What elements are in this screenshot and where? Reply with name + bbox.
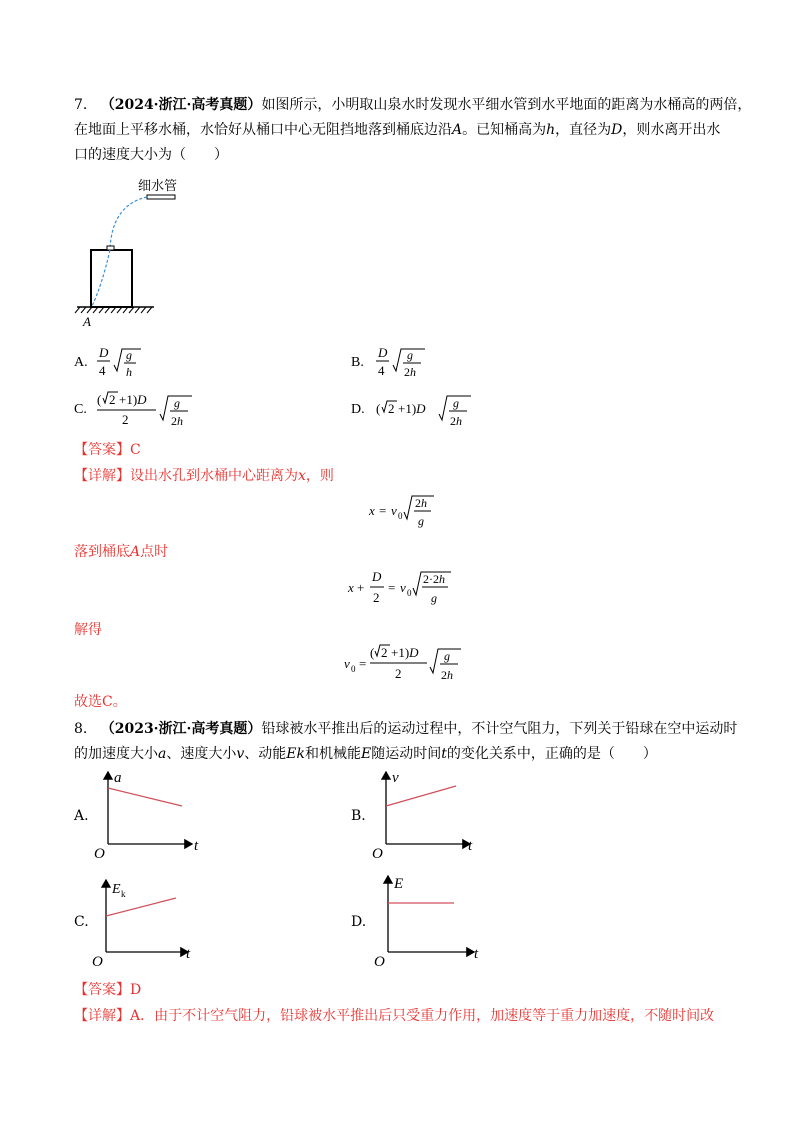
svg-text:h: h bbox=[126, 365, 132, 379]
option-c-expr bbox=[96, 390, 216, 430]
q8-var-t: t bbox=[441, 746, 447, 762]
svg-text:2·2h: 2·2h bbox=[423, 572, 445, 586]
option-b-expr bbox=[375, 345, 445, 381]
graph-d-origin: O bbox=[374, 954, 385, 968]
q7-var-h: h bbox=[546, 122, 556, 138]
svg-text:v: v bbox=[344, 656, 350, 671]
q8-var-e: E bbox=[360, 746, 372, 762]
q8-var-ek: Ek bbox=[286, 746, 305, 762]
explain-var-x: x bbox=[298, 468, 306, 484]
svg-text:v: v bbox=[391, 503, 397, 518]
q8-line-2 bbox=[74, 744, 657, 764]
option-a-expr bbox=[96, 345, 156, 381]
q8-text-2c: 、动能 bbox=[244, 746, 287, 762]
graph-c bbox=[92, 874, 204, 968]
graph-a-xlabel: t bbox=[194, 838, 199, 854]
svg-text:0: 0 bbox=[398, 511, 403, 521]
graph-b-origin: O bbox=[372, 846, 383, 860]
q7-explain bbox=[74, 466, 334, 486]
q7-var-d: D bbox=[611, 122, 623, 138]
explain-tag: 【详解】 bbox=[74, 468, 130, 484]
graph-b-xlabel: t bbox=[468, 838, 473, 854]
svg-text:+1)D: +1)D bbox=[398, 401, 426, 416]
q7-answer bbox=[74, 440, 141, 460]
explain-text: 设出水孔到水桶中心距离为 bbox=[130, 468, 298, 484]
q8-text-2b: 、速度大小 bbox=[166, 746, 237, 762]
q8-text-2f: 的变化关系中，正确的是（ ） bbox=[446, 746, 657, 762]
svg-text:g: g bbox=[453, 396, 459, 410]
q7-step-3: 解得 bbox=[74, 622, 102, 638]
q7-text-1: 如图所示，小明取山泉水时发现水平细水管到水平地面的距离为水桶高的两倍， bbox=[261, 97, 752, 113]
q7-text-2c: ，直径为 bbox=[555, 122, 612, 138]
q7-figure bbox=[72, 175, 192, 330]
q7-number: 7. bbox=[74, 97, 88, 113]
q8-explain-tag: 【详解】 bbox=[74, 1008, 130, 1024]
svg-text:(: ( bbox=[376, 401, 381, 416]
q8-source: （2023·浙江·高考真题） bbox=[100, 721, 262, 737]
graph-c-line bbox=[106, 898, 176, 916]
answer-tag: 【答案】 bbox=[74, 442, 130, 458]
svg-text:g: g bbox=[444, 649, 450, 663]
q7-eq-1 bbox=[368, 492, 448, 532]
svg-text:2h: 2h bbox=[441, 668, 453, 682]
q8-text-2e: 随运动时间 bbox=[371, 746, 442, 762]
q8-line-1 bbox=[74, 719, 737, 739]
graph-b bbox=[372, 768, 484, 860]
svg-text:g: g bbox=[431, 591, 437, 605]
svg-text:x: x bbox=[369, 503, 375, 518]
graph-c-label: C. bbox=[74, 914, 89, 930]
q7-text-2a: 在地面上平移水桶，水恰好从桶口中心无阻挡地落到桶底边沿 bbox=[74, 122, 452, 138]
svg-text:0: 0 bbox=[351, 664, 356, 674]
graph-a bbox=[92, 768, 207, 860]
graph-c-ysub: k bbox=[121, 889, 126, 899]
q8-text-2d: 和机械能 bbox=[304, 746, 361, 762]
svg-text:=: = bbox=[359, 656, 367, 671]
q7-var-a: A bbox=[452, 122, 463, 138]
graph-d-label: D. bbox=[351, 914, 367, 930]
pipe-label: 细水管 bbox=[138, 179, 178, 194]
option-a-label: A. bbox=[74, 355, 88, 370]
q7-conclusion: 故选C。 bbox=[74, 694, 127, 710]
answer-value: C bbox=[130, 442, 141, 458]
svg-text:2: 2 bbox=[109, 392, 116, 407]
graph-c-origin: O bbox=[92, 954, 103, 968]
svg-text:g: g bbox=[126, 348, 132, 362]
svg-text:2: 2 bbox=[388, 401, 395, 416]
bucket bbox=[91, 250, 132, 307]
q8-explain-text: A．由于不计空气阻力，铅球被水平推出后只受重力作用，加速度等于重力加速度，不随时间改 bbox=[130, 1008, 715, 1024]
svg-text:g: g bbox=[174, 396, 180, 410]
point-a-label: A bbox=[83, 314, 91, 329]
svg-text:2: 2 bbox=[373, 590, 380, 605]
step2-var: A bbox=[130, 544, 141, 560]
q8-var-v: v bbox=[236, 746, 245, 762]
svg-text:=: = bbox=[379, 503, 387, 518]
svg-text:+1)D: +1)D bbox=[119, 392, 147, 407]
svg-text:g: g bbox=[407, 348, 413, 362]
pipe-shape bbox=[147, 195, 175, 199]
svg-text:D: D bbox=[99, 345, 109, 360]
svg-text:D: D bbox=[372, 569, 382, 584]
svg-text:2h: 2h bbox=[404, 365, 416, 379]
svg-text:(: ( bbox=[370, 645, 375, 660]
svg-text:2: 2 bbox=[122, 412, 129, 427]
graph-d bbox=[374, 870, 489, 968]
q8-var-a: a bbox=[158, 746, 167, 762]
svg-text:g: g bbox=[418, 514, 424, 528]
bucket-hole bbox=[107, 246, 114, 250]
svg-text:2h: 2h bbox=[450, 414, 462, 428]
q8-answer bbox=[74, 980, 141, 1000]
q7-source: （2024·浙江·高考真题） bbox=[100, 97, 262, 113]
q8-answer-value: D bbox=[130, 982, 142, 998]
graph-d-ylabel: E bbox=[394, 876, 404, 892]
svg-text:0: 0 bbox=[407, 588, 412, 598]
svg-text:4: 4 bbox=[378, 363, 385, 378]
q7-text-2b: 。已知桶高为 bbox=[462, 122, 547, 138]
graph-b-ylabel: v bbox=[392, 770, 399, 786]
graph-b-label: B. bbox=[351, 808, 366, 824]
q7-line-2 bbox=[74, 120, 720, 140]
graph-a-origin: O bbox=[94, 846, 105, 860]
explain-end: ，则 bbox=[305, 468, 334, 484]
svg-text:=: = bbox=[388, 580, 396, 595]
svg-text:x: x bbox=[348, 580, 354, 595]
q7-step-2 bbox=[74, 542, 168, 562]
svg-text:2: 2 bbox=[381, 645, 388, 660]
step2-end: 点时 bbox=[140, 544, 169, 560]
step2-text: 落到桶底 bbox=[74, 544, 130, 560]
svg-text:2h: 2h bbox=[415, 496, 427, 510]
svg-text:2h: 2h bbox=[171, 414, 183, 428]
svg-text:4: 4 bbox=[99, 363, 106, 378]
option-c-label: C. bbox=[74, 402, 87, 417]
q7-eq-2 bbox=[347, 568, 457, 612]
svg-text:D: D bbox=[378, 345, 388, 360]
q7-text-2d: ，则水离开出水 bbox=[622, 122, 721, 138]
graph-a-line bbox=[108, 788, 182, 806]
water-arc-upper bbox=[110, 197, 147, 249]
svg-text:2: 2 bbox=[395, 666, 402, 681]
option-b-label: B. bbox=[351, 355, 364, 370]
q8-number: 8. bbox=[74, 721, 88, 737]
q8-explain bbox=[74, 1006, 714, 1026]
svg-text:v: v bbox=[400, 580, 406, 595]
graph-c-xlabel: t bbox=[186, 946, 191, 962]
q8-text-1: 铅球被水平推出后的运动过程中，不计空气阻力，下列关于铅球在空中运动时 bbox=[261, 721, 738, 737]
svg-text:+: + bbox=[357, 580, 365, 595]
q8-text-2a: 的加速度大小 bbox=[74, 746, 158, 762]
svg-text:(: ( bbox=[97, 392, 102, 407]
graph-a-label: A. bbox=[74, 808, 89, 824]
q7-line-1 bbox=[74, 95, 751, 115]
graph-d-xlabel: t bbox=[474, 946, 479, 962]
option-d-label: D. bbox=[351, 402, 365, 417]
q8-answer-tag: 【答案】 bbox=[74, 982, 130, 998]
graph-b-line bbox=[386, 786, 456, 806]
q7-eq-3 bbox=[343, 643, 463, 687]
graph-c-ylabel: E bbox=[112, 882, 121, 897]
option-d-expr bbox=[375, 390, 495, 430]
svg-text:+1)D: +1)D bbox=[391, 645, 419, 660]
q7-line-3: 口的速度大小为（ ） bbox=[74, 147, 228, 163]
graph-a-ylabel: a bbox=[114, 770, 122, 786]
